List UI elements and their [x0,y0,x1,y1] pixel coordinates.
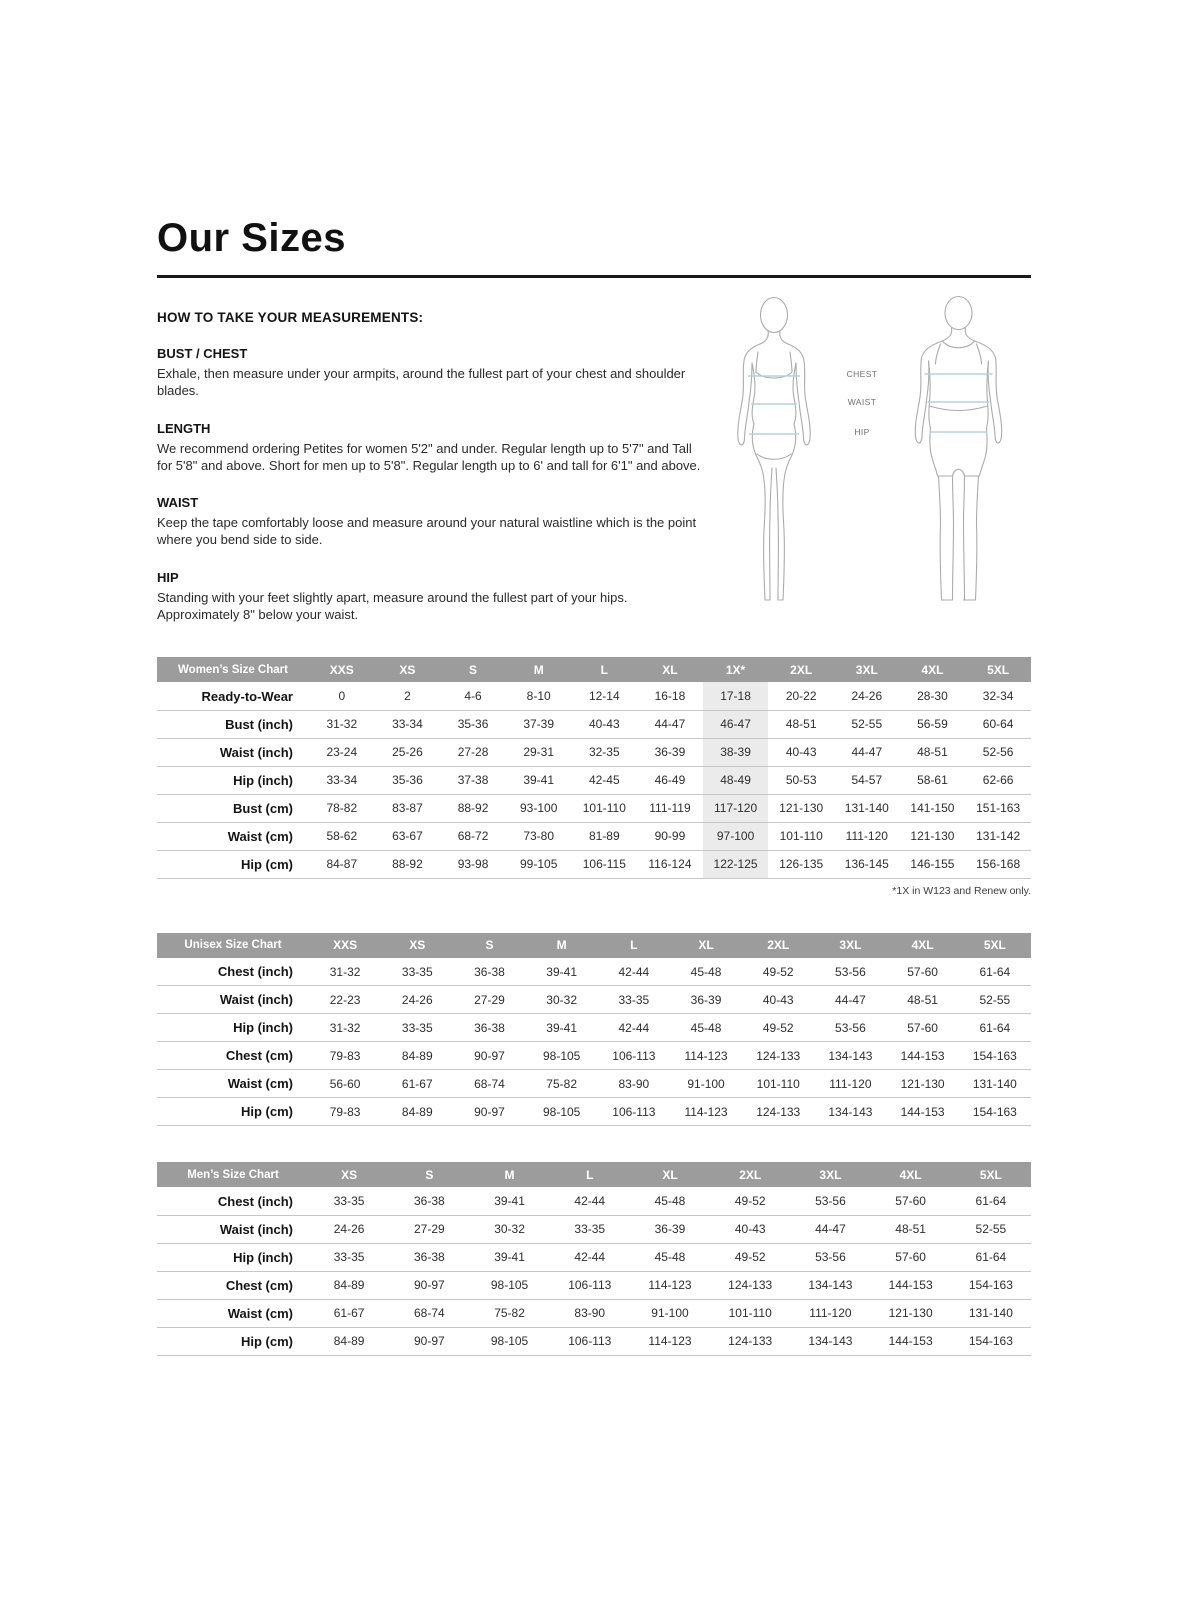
size-cell: 39-41 [494,1250,525,1265]
size-cell: 58-61 [917,773,948,788]
size-cell: 28-30 [917,689,948,703]
size-cell: 90-97 [474,1048,505,1063]
size-tables [157,657,1031,1356]
size-cell: 49-52 [734,1194,766,1208]
size-cell: 121-130 [779,801,824,816]
size-cell: 17-18 [703,682,769,710]
size-cell: 39-41 [546,964,577,979]
page-title: Our Sizes [157,216,347,260]
title-divider [157,275,1031,278]
size-cell: 24-26 [401,992,433,1007]
size-cell: 48-51 [907,992,938,1007]
size-cell: 78-82 [326,801,358,816]
measurement-sections [157,310,710,623]
row-label: Hip (inch) [233,1249,293,1265]
size-cell: 50-53 [785,773,817,788]
size-column-header: L [550,1162,630,1187]
header-row [157,1162,1031,1187]
size-cell: 63-67 [392,829,423,844]
size-cell: 42-45 [588,773,620,788]
row-label: Chest (cm) [225,1277,293,1293]
size-cell: 121-130 [910,829,955,844]
size-cell: 144-153 [900,1048,945,1063]
size-cell: 131-140 [972,1076,1017,1091]
size-cell: 134-143 [828,1048,873,1063]
size-cell: 131-140 [968,1306,1013,1321]
size-cell: 79-83 [329,1104,361,1119]
size-cell: 44-47 [815,1222,846,1237]
size-column-header: 4XL [871,1162,951,1187]
size-cell: 37-39 [523,717,555,732]
size-cell: 141-150 [910,801,955,816]
size-cell: 154-163 [968,1278,1013,1293]
row-label: Bust (cm) [233,800,293,816]
size-cell: 48-51 [785,717,817,732]
size-row [157,1299,1031,1327]
size-column-header: L [598,933,670,958]
size-cell: 36-38 [413,1250,445,1265]
size-cell: 75-82 [546,1076,577,1091]
row-label: Waist (inch) [219,1221,293,1237]
size-cell: 2 [404,689,411,703]
unisex-size-table [157,933,1031,1127]
size-cell: 75-82 [494,1306,525,1321]
size-cell: 52-55 [979,992,1011,1007]
size-cell: 144-153 [888,1334,933,1349]
size-cell: 46-47 [703,710,769,738]
size-cell: 99-105 [520,857,558,872]
size-row [157,682,1031,710]
size-cell: 91-100 [651,1306,689,1321]
size-cell: 56-60 [329,1076,361,1091]
size-cell: 48-49 [703,766,769,794]
size-cell: 36-39 [690,992,722,1007]
size-cell: 33-35 [401,964,433,979]
size-row [157,1187,1031,1215]
size-row [157,1098,1031,1126]
row-label: Waist (inch) [219,992,293,1008]
size-guide-page [157,216,1031,1356]
size-cell: 30-32 [546,992,577,1007]
size-cell: 12-14 [588,689,620,703]
size-cell: 83-87 [392,801,423,816]
size-cell: 40-43 [785,745,817,760]
size-cell: 111-119 [649,801,691,816]
size-column-header: L [572,657,638,682]
size-column-header: 3XL [814,933,886,958]
size-cell: 124-133 [756,1048,801,1063]
size-column-header: M [469,1162,549,1187]
size-cell: 31-32 [326,717,358,732]
size-row [157,1014,1031,1042]
size-cell: 98-105 [490,1278,529,1293]
size-cell: 154-163 [972,1048,1017,1063]
figure-measure-labels [838,292,886,622]
size-cell: 56-59 [917,717,948,732]
size-cell: 0 [338,689,346,703]
size-cell: 20-22 [785,689,817,703]
size-cell: 131-142 [976,829,1021,844]
size-cell: 44-47 [851,745,883,760]
size-cell: 111-120 [845,829,888,844]
row-label: Waist (cm) [227,1305,293,1321]
size-cell: 57-60 [895,1194,926,1208]
size-column-header: 5XL [951,1162,1031,1187]
size-cell: 61-64 [975,1194,1007,1208]
row-label: Bust (inch) [225,716,293,732]
size-cell: 88-92 [457,801,489,816]
size-cell: 57-60 [907,1020,938,1035]
size-cell: 53-56 [815,1194,846,1208]
size-cell: 154-163 [968,1334,1013,1349]
measurement-lines-male [925,374,993,432]
size-cell: 114-123 [684,1104,728,1119]
women-size-chart [157,657,1031,897]
size-cell: 33-34 [392,717,423,732]
size-cell: 42-44 [618,964,650,979]
measurement-lines-female [748,376,800,434]
row-label: Hip (cm) [241,1104,293,1120]
size-column-header: 2XL [768,657,834,682]
size-cell: 33-35 [401,1020,433,1035]
size-row [157,822,1031,850]
size-cell: 101-110 [728,1306,772,1321]
size-cell: 106-115 [582,857,626,872]
size-cell: 106-113 [568,1334,612,1349]
size-cell: 114-123 [648,1278,692,1293]
size-cell: 25-26 [392,745,423,760]
size-column-header: XXS [309,657,375,682]
size-column-header: 2XL [742,933,814,958]
size-cell: 98-105 [542,1104,581,1119]
size-column-header: XS [375,657,441,682]
size-cell: 144-153 [888,1278,933,1293]
table-title: Men’s Size Chart [157,1162,309,1187]
size-cell: 30-32 [494,1222,525,1237]
size-cell: 42-44 [574,1250,606,1265]
size-cell: 52-56 [982,745,1014,760]
unisex-size-chart [157,933,1031,1127]
size-cell: 98-105 [490,1334,529,1349]
how-to-heading: HOW TO TAKE YOUR MEASUREMENTS: [157,310,424,325]
size-cell: 116-124 [648,857,692,872]
size-row [157,1070,1031,1098]
size-cell: 134-143 [808,1334,853,1349]
size-cell: 36-38 [474,964,505,979]
size-cell: 83-90 [574,1306,606,1321]
size-cell: 151-163 [976,801,1021,816]
size-column-header: M [506,657,572,682]
size-cell: 136-145 [844,857,889,872]
size-cell: 40-43 [588,717,620,732]
size-cell: 49-52 [734,1250,766,1265]
size-column-header: 4XL [887,933,959,958]
size-cell: 154-163 [972,1104,1017,1119]
size-row [157,1243,1031,1271]
measurement-section-heading: WAIST [157,495,199,511]
size-cell: 114-123 [684,1048,728,1063]
row-label: Hip (inch) [233,1020,293,1036]
size-cell: 101-110 [756,1076,800,1091]
size-cell: 24-26 [851,689,883,703]
size-cell: 144-153 [900,1104,945,1119]
size-cell: 93-100 [520,801,558,816]
size-cell: 114-123 [648,1334,692,1349]
measurement-section-heading: LENGTH [157,420,211,436]
measurement-section-body: We recommend ordering Petites for women 5'2" and under. Regular length up to 5'7" and Tall for 5'8" and above. Short for men up to 5'8". Regular length up to 6' and tall for 6'1" and above. [157,440,701,473]
size-cell: 111-120 [829,1076,872,1091]
size-cell: 24-26 [333,1222,365,1237]
size-cell: 57-60 [907,964,938,979]
size-column-header: 3XL [790,1162,870,1187]
row-label: Hip (inch) [233,772,293,788]
header-row [157,657,1031,682]
size-cell: 84-89 [333,1334,365,1349]
size-row [157,766,1031,794]
size-column-header: XS [309,1162,389,1187]
size-column-header: S [440,657,506,682]
size-cell: 62-66 [982,773,1014,788]
size-cell: 44-47 [654,717,686,732]
male-figure-illustration [886,292,1031,622]
size-cell: 45-48 [654,1250,686,1265]
size-cell: 124-133 [728,1278,773,1293]
size-cell: 36-39 [654,1222,686,1237]
size-cell: 106-113 [612,1048,656,1063]
size-cell: 37-38 [457,773,489,788]
size-row [157,738,1031,766]
size-column-header: 3XL [834,657,900,682]
size-cell: 146-155 [910,857,955,872]
row-label: Hip (cm) [241,1333,293,1349]
size-column-header: 2XL [710,1162,790,1187]
size-cell: 32-34 [982,689,1014,703]
size-cell: 23-24 [326,745,358,760]
size-column-header: 5XL [959,933,1031,958]
size-cell: 57-60 [895,1250,926,1265]
size-cell: 36-38 [413,1194,445,1208]
size-cell: 40-43 [762,992,794,1007]
size-cell: 106-113 [612,1104,656,1119]
size-cell: 33-35 [333,1250,365,1265]
size-cell: 98-105 [542,1048,581,1063]
size-column-header: XL [637,657,703,682]
size-cell: 33-34 [326,773,358,788]
size-cell: 35-36 [392,773,423,788]
size-column-header: 4XL [900,657,966,682]
size-cell: 122-125 [703,850,769,878]
size-cell: 44-47 [835,992,866,1007]
size-cell: 61-64 [979,964,1011,979]
measurement-section-body: Keep the tape comfortably loose and measure around your natural waistline which is the point where you bend side to side. [157,515,697,548]
size-cell: 90-99 [654,829,686,844]
header-row [157,933,1031,958]
size-cell: 38-39 [703,738,769,766]
size-cell: 52-55 [975,1222,1007,1237]
size-cell: 42-44 [574,1194,606,1208]
size-cell: 101-110 [779,829,823,844]
size-cell: 8-10 [526,689,551,703]
size-cell: 61-67 [333,1306,365,1321]
size-cell: 61-67 [401,1076,433,1091]
size-cell: 33-35 [333,1194,365,1208]
table-footnote: *1X in W123 and Renew only. [892,884,1031,897]
size-cell: 68-74 [413,1306,445,1321]
size-cell: 111-120 [809,1306,852,1321]
size-column-header: XXS [309,933,381,958]
row-label: Waist (cm) [227,828,293,844]
size-row [157,1327,1031,1355]
size-cell: 39-41 [494,1194,525,1208]
size-row [157,1042,1031,1070]
size-cell: 88-92 [392,857,423,872]
size-cell: 84-87 [326,857,358,872]
measurement-section-heading: BUST / CHEST [157,346,248,361]
size-cell: 39-41 [546,1020,577,1035]
chest-label: CHEST [846,369,878,379]
size-cell: 31-32 [329,964,361,979]
size-row [157,958,1031,986]
size-cell: 93-98 [457,857,489,872]
row-label: Hip (cm) [241,856,293,872]
size-column-header: XS [381,933,453,958]
size-cell: 84-89 [401,1048,433,1063]
waist-label: WAIST [847,397,877,407]
table-title: Unisex Size Chart [157,933,309,958]
size-cell: 134-143 [808,1278,853,1293]
size-cell: 39-41 [523,773,555,788]
size-cell: 73-80 [523,829,555,844]
size-row [157,710,1031,738]
row-label: Waist (inch) [219,744,293,760]
size-cell: 121-130 [900,1076,945,1091]
size-column-header: S [389,1162,469,1187]
size-cell: 106-113 [568,1278,612,1293]
size-cell: 79-83 [329,1048,361,1063]
row-label: Chest (cm) [225,1048,293,1064]
row-label: Waist (cm) [227,1076,293,1092]
size-cell: 36-39 [654,745,686,760]
men-size-chart [157,1162,1031,1356]
size-row [157,850,1031,878]
size-cell: 27-29 [474,992,505,1007]
size-cell: 52-55 [851,717,883,732]
size-cell: 83-90 [618,1076,650,1091]
size-column-header: 5XL [965,657,1031,682]
size-cell: 49-52 [762,964,794,979]
size-cell: 90-97 [413,1278,445,1293]
size-column-header: S [453,933,525,958]
men-size-table [157,1162,1031,1356]
size-cell: 97-100 [703,822,769,850]
table-title: Women’s Size Chart [157,657,309,682]
size-cell: 16-18 [654,689,686,703]
measurement-guide [157,310,1031,623]
size-cell: 68-72 [457,829,489,844]
size-cell: 60-64 [982,717,1014,732]
size-cell: 45-48 [690,1020,722,1035]
size-cell: 27-29 [413,1222,445,1237]
measurement-section-heading: HIP [157,569,179,585]
hip-label: HIP [854,427,870,437]
size-cell: 101-110 [582,801,626,816]
size-cell: 90-97 [474,1104,505,1119]
size-column-header: XL [630,1162,710,1187]
measurement-section-body: Exhale, then measure under your armpits, around the fullest part of your chest and shoulder blades. [157,366,686,399]
size-cell: 84-89 [333,1278,365,1293]
size-cell: 49-52 [762,1020,794,1035]
size-cell: 61-64 [979,1020,1011,1035]
size-cell: 31-32 [329,1020,361,1035]
size-cell: 36-38 [474,1020,505,1035]
size-cell: 124-133 [756,1104,801,1119]
size-column-header: 1X* [703,657,769,682]
size-cell: 61-64 [975,1250,1007,1265]
size-cell: 42-44 [618,1020,650,1035]
size-cell: 53-56 [835,1020,866,1035]
size-cell: 32-35 [588,745,620,760]
measurement-section-body: Standing with your feet slightly apart, measure around the fullest part of your hips. Approximately 8" below your waist. [157,589,628,622]
row-label: Ready-to-Wear [201,688,293,704]
size-cell: 156-168 [976,857,1021,872]
size-cell: 48-51 [917,745,948,760]
size-cell: 58-62 [326,829,358,844]
size-row [157,794,1031,822]
size-cell: 124-133 [728,1334,773,1349]
row-label: Chest (inch) [217,964,293,979]
size-cell: 126-135 [779,857,824,872]
size-cell: 33-35 [618,992,650,1007]
size-cell: 29-31 [523,745,555,760]
size-cell: 45-48 [690,964,722,979]
size-cell: 4-6 [464,689,482,703]
size-cell: 134-143 [828,1104,873,1119]
size-cell: 22-23 [329,992,361,1007]
size-cell: 68-74 [474,1076,505,1091]
size-cell: 46-49 [654,773,686,788]
size-row [157,1271,1031,1299]
size-column-header: XL [670,933,742,958]
size-cell: 40-43 [734,1222,766,1237]
size-cell: 48-51 [895,1222,926,1237]
size-cell: 53-56 [815,1250,846,1265]
women-size-table [157,657,1031,879]
size-cell: 121-130 [888,1306,933,1321]
size-cell: 53-56 [835,964,866,979]
size-cell: 81-89 [588,829,620,844]
size-cell: 84-89 [401,1104,433,1119]
size-cell: 90-97 [413,1334,445,1349]
size-cell: 33-35 [574,1222,606,1237]
size-cell: 117-120 [703,794,769,822]
size-column-header: M [526,933,598,958]
size-cell: 54-57 [851,773,883,788]
measurement-figures [710,292,1031,623]
size-cell: 35-36 [457,717,489,732]
row-label: Chest (inch) [217,1193,293,1209]
size-row [157,986,1031,1014]
size-cell: 27-28 [457,745,489,760]
size-cell: 91-100 [687,1076,725,1091]
size-row [157,1215,1031,1243]
female-figure-illustration [710,292,838,622]
size-cell: 45-48 [654,1194,686,1208]
size-cell: 131-140 [844,801,889,816]
